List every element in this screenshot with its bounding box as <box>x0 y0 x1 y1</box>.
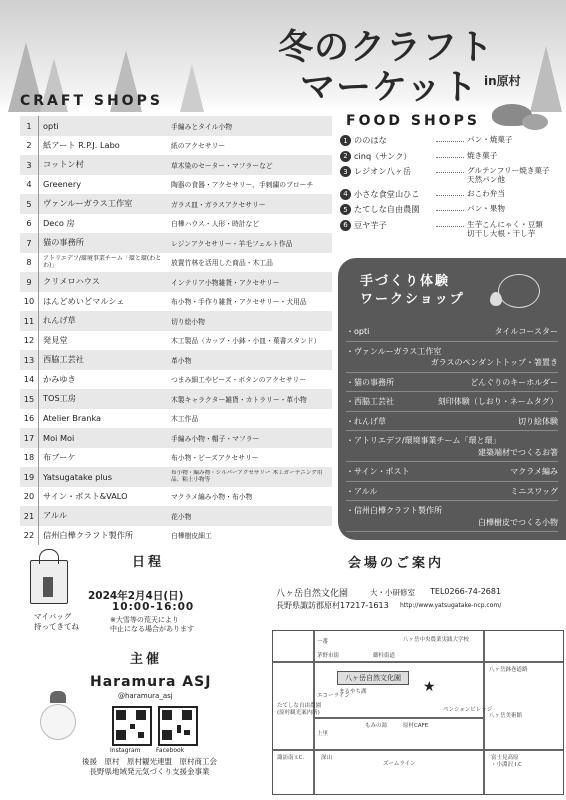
craft-shop-row <box>20 116 332 136</box>
craft-shop-number: 5 <box>20 194 39 214</box>
food-shop-number: 2 <box>340 151 351 162</box>
workshop-item <box>346 482 558 502</box>
craft-shop-desc: レジンアクセサリー・羊毛フェルト作品 <box>171 239 293 248</box>
food-shop-desc: 生芋こんにゃく・豆類 切干し大根・干し芋 <box>467 219 543 238</box>
craft-shop-desc: 花小物 <box>171 512 192 521</box>
map-label: 諏訪南 I.C. <box>277 755 305 761</box>
workshop-item-name: 猫の事務所 <box>354 377 394 387</box>
instagram-qr-code[interactable] <box>112 706 152 746</box>
craft-shop-desc: 革小物 <box>171 356 192 365</box>
venue-room: 大・小研修室 <box>370 588 415 597</box>
food-shop-number: 1 <box>340 135 351 146</box>
workshop-item-desc: 建築端材でつくるお箸 <box>478 447 558 457</box>
food-shop-desc: グルテンフリー焼き菓子 天然パン他 <box>467 166 550 184</box>
craft-shop-row <box>20 331 332 351</box>
food-shop-number: 4 <box>340 189 351 200</box>
craft-shop-desc: 白樺樹皮細工 <box>171 532 212 541</box>
workshop-item-desc: どんぐりのキーホルダー <box>470 377 558 387</box>
workshop-item-name: 西脇工芸社 <box>354 397 394 406</box>
bullet: ・ <box>346 397 354 406</box>
food-shop-number: 6 <box>340 220 351 231</box>
workshop-item <box>346 412 558 432</box>
map-road <box>273 749 563 751</box>
facebook-qr-code[interactable] <box>158 706 198 746</box>
craft-shop-name: opti <box>43 120 59 131</box>
workshop-item-desc: ミニスワッグ <box>510 486 558 496</box>
food-shops-list <box>340 135 550 242</box>
craft-shop-row <box>20 409 332 429</box>
food-shop-number: 5 <box>340 204 351 215</box>
support-note: 後援 原村 原村観光連盟 原村商工会 長野県地域発元気づくり支援金事業 <box>82 757 217 776</box>
food-shop-row <box>340 204 550 215</box>
title-line2: マーケット <box>300 68 479 108</box>
workshop-item-name: ヴァンルーガラス工作室 <box>354 346 442 356</box>
weather-note: ※大雪等の荒天により 中止になる場合があります <box>110 616 194 633</box>
craft-shop-name: 発見堂 <box>43 334 68 345</box>
food-shops-heading: FOOD SHOPS <box>346 113 480 129</box>
food-shop-name: cinq（サンク） <box>354 150 412 161</box>
map-label: 御柱街道 <box>373 653 396 659</box>
organizer-name: Haramura ASJ <box>90 674 212 690</box>
craft-shop-number: 17 <box>20 428 39 448</box>
venue-heading: 会場のご案内 <box>348 556 445 571</box>
necklace-illustration <box>498 274 540 308</box>
craft-shop-desc: 布小物・ビーズアクセサリー <box>171 454 259 463</box>
craft-shop-number: 4 <box>20 175 39 195</box>
workshop-item <box>346 373 558 393</box>
craft-shop-name: かみゆき <box>43 373 76 384</box>
craft-shop-desc: 白樺ハウス・人形・時計など <box>171 220 260 229</box>
craft-shop-row <box>20 175 332 195</box>
workshop-item-desc: 切り絵体験 <box>518 416 558 426</box>
craft-shop-name: ヴァンルーガラス工作室 <box>43 198 133 209</box>
bullet: ・ <box>346 346 354 356</box>
workshop-item <box>346 431 558 462</box>
bullet: ・ <box>346 327 354 336</box>
craft-shop-desc: 布小物・手作り雑貨・アクセサリー・犬用品 <box>171 298 307 307</box>
craft-shop-desc: 草木染のセーター・マフラーなど <box>171 161 273 170</box>
craft-shop-number: 21 <box>20 506 39 526</box>
bullet: ・ <box>346 506 354 515</box>
craft-shop-desc: 切り絵小物 <box>171 317 205 326</box>
craft-shop-name: 西脇工芸社 <box>43 354 84 365</box>
craft-shop-name: アトリエデフ/環境事業チーム「環と環(わとわ)」 <box>43 255 162 270</box>
craft-shop-row <box>20 467 332 487</box>
workshop-item-name: アルル <box>354 486 378 496</box>
craft-shop-number: 10 <box>20 292 39 312</box>
food-shop-name: レジオン八ヶ岳 <box>354 166 412 176</box>
craft-shop-desc: 木工製品（カップ・小鉢・小皿・菓書スタンド） <box>171 337 321 346</box>
workshop-item-desc: ガラスのペンダントトップ・箸置き <box>430 358 558 367</box>
craft-shop-number: 19 <box>20 467 39 487</box>
food-shop-name: 小さな食堂山ひこ <box>354 188 420 199</box>
map-label: 八ヶ岳鉢巻道路 <box>489 667 528 673</box>
craft-shop-number: 22 <box>20 526 39 546</box>
craft-shop-desc: インテリア小物雑貨・アクセサリー <box>171 278 280 287</box>
title-line1: 冬のクラフト <box>278 28 495 68</box>
workshop-item-desc: 刻印体験（しおり・ネームタグ） <box>437 397 558 406</box>
craft-shop-number: 8 <box>20 253 39 273</box>
craft-shop-name: 信州白樺クラフト製作所 <box>43 529 134 540</box>
craft-shop-number: 16 <box>20 409 39 429</box>
craft-shop-desc: 手編み小物・帽子・マフラー <box>171 434 260 443</box>
workshop-item-name: サイン・ポスト <box>354 467 410 476</box>
craft-shop-name: はんどめいどマルシェ <box>43 295 125 306</box>
organizer-handle: @haramura_asj <box>118 692 173 700</box>
craft-shop-number: 11 <box>20 311 39 331</box>
craft-shop-name: コットン村 <box>43 159 84 170</box>
food-shop-row <box>340 220 550 238</box>
craft-shop-row <box>20 526 332 546</box>
map-label: 八ヶ岳中央農業実践大学校 <box>403 637 470 643</box>
craft-shop-row <box>20 272 332 292</box>
food-shop-desc: パン・果物 <box>467 204 505 213</box>
bullet: ・ <box>346 416 354 426</box>
craft-shop-desc: 木工作品 <box>171 415 199 424</box>
map-road <box>273 661 563 663</box>
craft-shop-row <box>20 194 332 214</box>
map-label: たてしな自由農園 (原村観光案内所) <box>277 703 322 716</box>
map-venue-box: 八ヶ岳自然文化園 <box>337 671 409 685</box>
food-shop-name: 豆ヤ芋子 <box>354 219 387 230</box>
craft-shop-desc: 放置竹林を活用した商品・木工品 <box>171 259 273 268</box>
craft-shop-row <box>20 487 332 507</box>
craft-shop-name: 猫の事務所 <box>43 237 84 248</box>
tote-bag-icon <box>30 560 68 604</box>
craft-shop-number: 20 <box>20 487 39 507</box>
craft-shop-desc: 木製キャラクター雑貨・カトラリー・革小物 <box>171 395 307 404</box>
craft-shop-name: クリメロハウス <box>43 276 100 287</box>
map-label: エコーライン <box>317 693 350 699</box>
craft-shop-name: Deco 房 <box>43 217 75 228</box>
craft-shop-row <box>20 136 332 156</box>
venue-address: 長野県諏訪郡原村17217-1613 <box>276 601 389 610</box>
workshop-item <box>346 392 558 412</box>
craft-shops-heading: CRAFT SHOPS <box>20 93 163 109</box>
food-shop-leader <box>436 204 464 211</box>
pendant-illustration <box>490 292 502 306</box>
craft-shop-number: 18 <box>20 448 39 468</box>
craft-shop-name: アルル <box>43 510 68 521</box>
workshop-panel <box>338 258 566 540</box>
map-label: 原村CAFE <box>403 723 429 729</box>
craft-shop-name: TOS工房 <box>43 393 77 404</box>
food-shop-name: たてしな自由農園 <box>354 204 420 214</box>
workshop-item-name: opti <box>354 327 370 336</box>
event-time: 10:00-16:00 <box>112 601 195 613</box>
bullet: ・ <box>346 377 354 387</box>
bullet: ・ <box>346 436 354 445</box>
bread-illustration <box>522 114 548 130</box>
map-label: 八ヶ岳美術館 <box>489 713 523 719</box>
craft-shop-number: 13 <box>20 350 39 370</box>
craft-shop-number: 6 <box>20 214 39 234</box>
bullet: ・ <box>346 467 354 476</box>
venue-tel: TEL0266-74-2681 <box>430 587 502 596</box>
schedule-heading: 日程 <box>132 555 165 570</box>
bullet: ・ <box>346 486 354 496</box>
venue-name: 八ヶ岳自然文化園 <box>276 589 349 599</box>
map-label: 茅野市街 <box>317 653 340 659</box>
title-sub: in原村 <box>484 74 521 88</box>
craft-shop-name: 紙アート R.P.J. Labo <box>43 139 120 150</box>
workshop-title-line1: 手づくり体験 <box>360 274 451 289</box>
venue-star-icon: ★ <box>423 679 436 695</box>
map-label: 上里 <box>317 731 329 737</box>
food-shop-leader <box>436 189 464 196</box>
food-shop-row <box>340 189 550 200</box>
craft-shop-row <box>20 292 332 312</box>
map-label: まるやち湖 <box>339 689 367 695</box>
craft-shop-name: Atelier Branka <box>43 413 102 424</box>
workshop-item-name: 信州白樺クラフト製作所 <box>354 506 442 515</box>
snowman-illustration <box>40 704 76 740</box>
craft-shops-table <box>20 116 332 545</box>
map-label: ズームライン <box>383 761 416 767</box>
workshop-list <box>346 322 558 532</box>
craft-shop-row <box>20 506 332 526</box>
tree-illustration <box>530 46 562 112</box>
facebook-label: Facebook <box>156 747 185 754</box>
craft-shop-desc: マクラメ編み小物・布小物 <box>171 493 253 502</box>
venue-url[interactable]: http://www.yatsugatake-ncp.com/ <box>400 602 502 609</box>
map-label: 富士見高原 ・小淵沢 I.C <box>491 755 522 768</box>
food-shop-desc: 焼き菓子 <box>467 150 498 160</box>
workshop-item <box>346 322 558 342</box>
craft-shop-number: 14 <box>20 370 39 390</box>
food-shop-row <box>340 135 550 146</box>
food-shop-number: 3 <box>340 166 351 177</box>
craft-shop-row <box>20 428 332 448</box>
workshop-item-desc: 白樺樹皮でつくる小物 <box>478 517 558 527</box>
access-map <box>272 630 564 795</box>
craft-shop-desc: ガラス皿・ガラスアクセサリー <box>171 200 266 209</box>
craft-shop-row <box>20 448 332 468</box>
craft-shop-number: 1 <box>20 116 39 136</box>
food-shop-leader <box>436 220 464 227</box>
craft-shop-row <box>20 233 332 253</box>
instagram-label: Instagram <box>110 747 141 754</box>
event-date: 2024年2月4日(日) <box>88 590 184 602</box>
craft-shop-name: Greenery <box>43 179 82 190</box>
workshop-item-name: アトリエデフ/環境事業チーム「環と環」 <box>354 436 501 445</box>
workshop-item <box>346 501 558 532</box>
craft-shop-number: 2 <box>20 136 39 156</box>
craft-shop-desc: 手編みとタイル小物 <box>171 122 233 131</box>
craft-shop-row <box>20 350 332 370</box>
craft-shop-row <box>20 370 332 390</box>
tree-illustration <box>180 64 204 112</box>
craft-shop-desc: 紙のアクセサリー <box>171 142 226 151</box>
craft-shop-number: 7 <box>20 233 39 253</box>
workshop-item-name: れんげ草 <box>354 416 386 426</box>
map-road <box>313 717 483 719</box>
craft-shop-number: 9 <box>20 272 39 292</box>
food-shop-row <box>340 166 550 184</box>
craft-shop-desc: つまみ細工やビーズ・ボタンのアクセサリー <box>171 376 307 385</box>
craft-shop-row <box>20 389 332 409</box>
craft-shop-name: サイン・ポスト&VALO <box>43 490 128 501</box>
organizer-heading: 主催 <box>130 652 163 667</box>
craft-shop-desc: 陶器の食器・アクセサリー、手刺繍のブローチ <box>171 181 314 190</box>
craft-shop-name: Moi Moi <box>43 432 75 443</box>
food-shop-leader <box>436 135 464 142</box>
food-shop-leader <box>436 166 464 173</box>
craft-shop-row <box>20 253 332 273</box>
workshop-item <box>346 342 558 373</box>
food-shop-row <box>340 151 550 162</box>
workshop-item-desc: マクラメ編み <box>510 467 558 476</box>
craft-shop-row <box>20 214 332 234</box>
craft-shop-name: れんげ草 <box>43 315 76 326</box>
craft-shop-number: 3 <box>20 155 39 175</box>
food-shop-name: ののはな <box>354 135 387 145</box>
map-label: ペンションビレッジ <box>443 707 493 713</box>
craft-shop-number: 15 <box>20 389 39 409</box>
map-label: 深山 <box>321 755 333 761</box>
food-shop-desc: おこわ弁当 <box>467 188 505 198</box>
food-shop-desc: パン・焼菓子 <box>467 135 513 144</box>
craft-shop-row <box>20 155 332 175</box>
workshop-item-desc: タイルコースター <box>494 327 558 336</box>
food-shop-leader <box>436 151 464 158</box>
workshop-item <box>346 462 558 482</box>
craft-shop-name: 布ブーケ <box>43 451 76 462</box>
craft-shop-name: Yatsugatake plus <box>43 471 113 482</box>
craft-shop-desc: 布小物・編み物・シルバーアクセサリー 木工ガーデニング用品、粘土小物等 <box>171 470 323 483</box>
map-label: 一番 <box>317 639 329 645</box>
map-label: もみの湯 <box>365 723 388 729</box>
craft-shop-number: 12 <box>20 331 39 351</box>
my-bag-note: マイバッグ 持ってきてね <box>34 612 79 631</box>
craft-shop-row <box>20 311 332 331</box>
workshop-title-line2: ワークショップ <box>360 292 465 307</box>
